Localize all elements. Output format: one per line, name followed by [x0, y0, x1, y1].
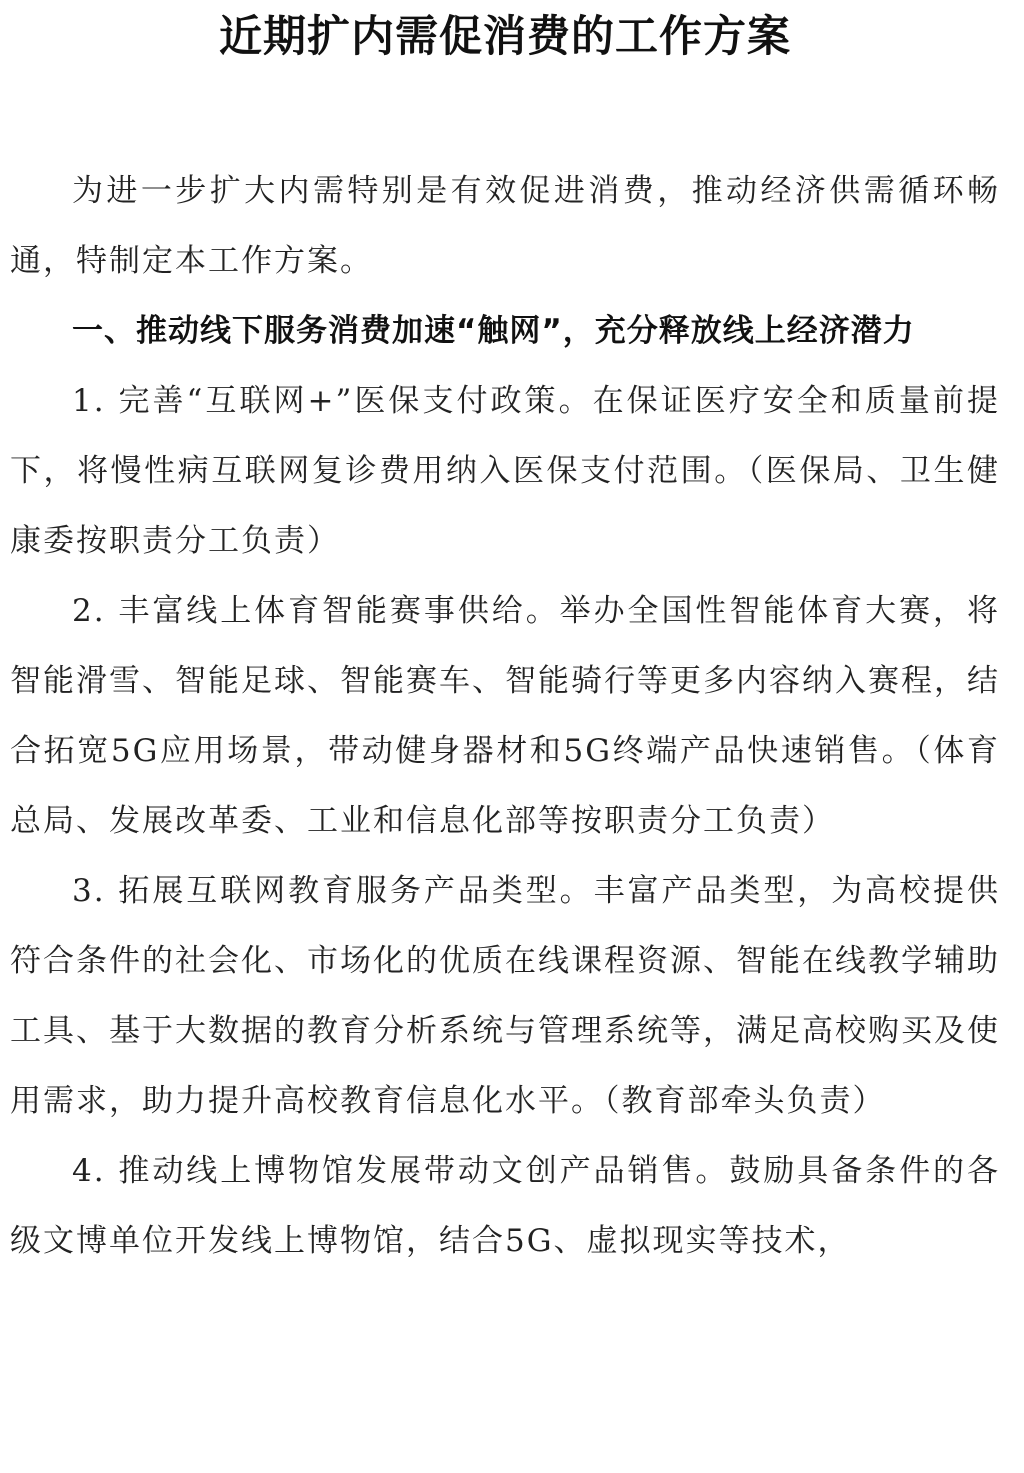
section-heading: 一、推动线下服务消费加速“触网”，充分释放线上经济潜力	[72, 313, 915, 349]
item-body: 丰富产品类型，为高校提供符合条件的社会化、市场化的优质在线课程资源、智能在线教学辅助工具、基于大数据的教育分析系统与管理系统等，满足高校购买及使用需求，助力提升高校教育信息化水平。（教育部牵头负责）	[10, 873, 1001, 1119]
item-body: 举办全国性智能体育大赛，将智能滑雪、智能足球、智能赛车、智能骑行等更多内容纳入赛程，结合拓宽5G应用场景，带动健身器材和5G终端产品快速销售。（体育总局、发展改革委、工业和信息化部等按职责分工负责）	[10, 593, 1000, 839]
item-body: 在保证医疗安全和质量前提下，将慢性病互联网复诊费用纳入医保支付范围。（医保局、卫生健康委按职责分工负责）	[10, 383, 1001, 559]
item-lead: 2. 丰富线上体育智能赛事供给。	[72, 593, 560, 629]
intro-paragraph: 为进一步扩大内需特别是有效促进消费，推动经济供需循环畅通，特制定本工作方案。	[10, 173, 1000, 279]
list-item	[10, 1136, 1000, 1276]
document-body	[10, 156, 1000, 1276]
item-body: 鼓励具备条件的各级文博单位开发线上博物馆，结合5G、虚拟现实等技术，	[10, 1153, 1001, 1259]
item-lead: 1. 完善“互联网+”医保支付政策。	[72, 383, 593, 419]
item-lead: 3. 拓展互联网教育服务产品类型。	[72, 873, 594, 909]
list-item	[10, 856, 1000, 1136]
list-item	[10, 576, 1000, 856]
list-item	[10, 366, 1000, 576]
item-lead: 4. 推动线上博物馆发展带动文创产品销售。	[72, 1153, 730, 1189]
document-title: 近期扩内需促消费的工作方案	[219, 12, 791, 62]
